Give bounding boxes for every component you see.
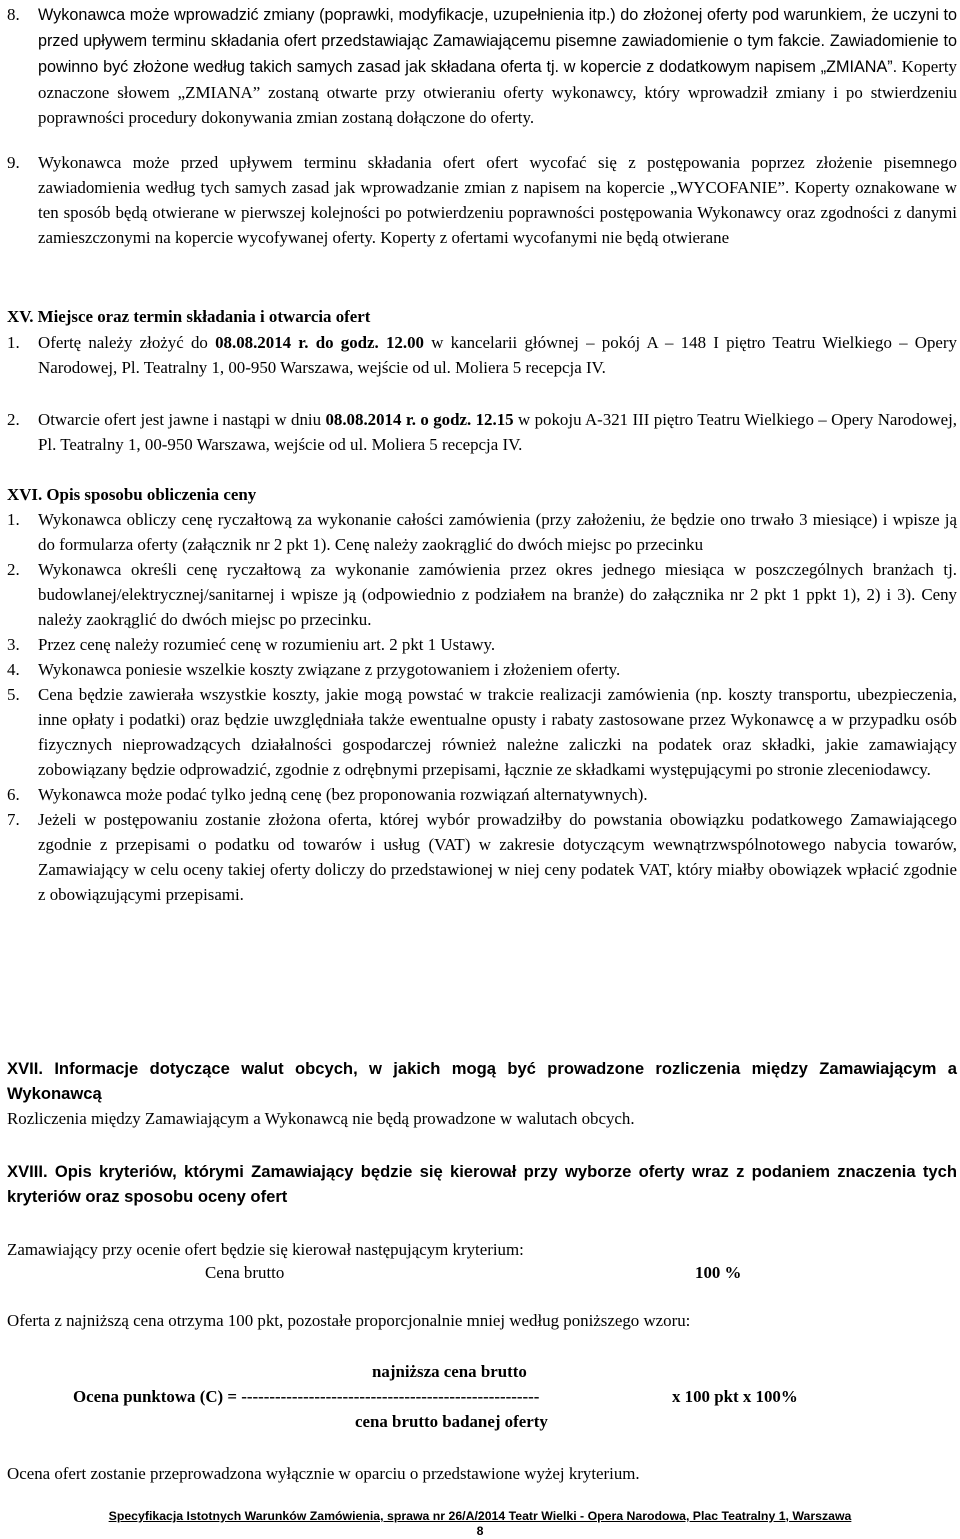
item-number: 7. bbox=[7, 810, 20, 829]
section-xvi-list bbox=[7, 507, 957, 907]
item-number: 1. bbox=[7, 333, 20, 352]
item-number: 3. bbox=[7, 635, 20, 654]
list-item bbox=[7, 807, 957, 907]
section-text: Rozliczenia między Zamawiającym a Wykonawcą nie będą prowadzone w walutach obcych. bbox=[7, 1109, 635, 1128]
section-xvi bbox=[7, 482, 957, 507]
criterion-name: Cena brutto bbox=[205, 1263, 285, 1282]
item-8-text-cont: Koperty oznaczone słowem „ZMIANA” zostaną otwarte przy otwieraniu oferty wykonawcy, który wprowadził zmiany i po stwierdzeniu poprawności procedury dokonywania zmian zostaną dołączone do oferty. bbox=[38, 57, 957, 127]
criteria-intro-text: Zamawiający przy ocenie ofert będzie się kierował następującym kryterium: bbox=[7, 1240, 524, 1259]
closing-statement bbox=[7, 1461, 957, 1486]
item-text: Wykonawca określi cenę ryczałtową za wykonanie zamówienia przez okres jednego miesiąca w poszczególnych branżach tj. budowlanej/elektrycznej/sanitarnej i wpisze ją (odpowiednio z podziałem na branże) do załącznika nr 2 pkt 1 ppkt 1), 2) i 3). Ceny należy zaokrąglić do dwóch miejsc po przecinku. bbox=[38, 560, 957, 629]
section-xv-item-2 bbox=[7, 407, 957, 457]
section-heading: XVII. Informacje dotyczące walut obcych, w jakich mogą być prowadzone rozliczenia między Zamawiającym a Wykonawcą bbox=[7, 1059, 957, 1103]
formula-numerator: najniższa cena brutto bbox=[372, 1362, 527, 1381]
section-heading: XVIII. Opis kryteriów, którymi Zamawiający będzie się kierował przy wyborze oferty wraz z podaniem znaczenia tych kryteriów oraz sposobu oceny ofert bbox=[7, 1162, 957, 1206]
item-number: 9. bbox=[7, 153, 20, 172]
item-text: Otwarcie ofert jest jawne i nastąpi w dniu bbox=[38, 410, 326, 429]
criteria-intro bbox=[7, 1237, 957, 1262]
item-number: 2. bbox=[7, 560, 20, 579]
item-text: Ofertę należy złożyć do bbox=[38, 333, 216, 352]
item-number: 2. bbox=[7, 410, 20, 429]
item-8-text: Wykonawca może wprowadzić zmiany (poprawki, modyfikacje, uzupełnienia itp.) do złożonej oferty pod warunkiem, że uczyni to przed upływem terminu składania ofert przedstawiając Zamawiającemu pisemne zawiadomienie o tym fakcie. Zawiadomienie to powinno być złożone według takich samych zasad jak składana oferta tj. w kopercie z dodatkowym napisem „ZMIANA”. bbox=[38, 6, 957, 76]
list-item bbox=[7, 557, 957, 632]
list-item bbox=[7, 682, 957, 782]
item-number: 1. bbox=[7, 510, 20, 529]
criterion-weight: 100 % bbox=[695, 1263, 742, 1282]
section-xviii bbox=[7, 1159, 957, 1209]
item-9 bbox=[7, 150, 957, 250]
item-text: Jeżeli w postępowaniu zostanie złożona oferta, której wybór prowadziłby do powstania obowiązku podatkowego Zamawiającego zgodnie z przepisami o podatku od towarów i usług (VAT) w zakresie dotyczącym wewnątrzwspólnotowego nabycia towarów, Zamawiający w celu oceny takiej oferty doliczy do przedstawionej w niej ceny podatek VAT, który miałby obowiązek wpłacić zgodnie z obowiązującymi przepisami. bbox=[38, 810, 957, 904]
list-item bbox=[7, 632, 957, 657]
item-text: Przez cenę należy rozumieć cenę w rozumieniu art. 2 pkt 1 Ustawy. bbox=[38, 635, 496, 654]
item-number: 5. bbox=[7, 685, 20, 704]
item-text: Wykonawca obliczy cenę ryczałtową za wykonanie całości zamówienia (przy założeniu, że będzie ono trwało 3 miesiące) i wpisze ją do formularza oferty (załącznik nr 2 pkt 1). Cenę należy zaokrąglić do dwóch miejsc po przecinku bbox=[38, 510, 957, 554]
section-heading: XVI. Opis sposobu obliczenia ceny bbox=[7, 485, 257, 504]
item-9-text: Wykonawca może przed upływem terminu składania ofert ofert wycofać się z postępowania poprzez złożenie pisemnego zawiadomienia według tych samych zasad jak wprowadzanie zmian z napisem na kopercie „WYCOFANIE”. Koperty oznakowane w ten sposób będą otwierane w pierwszej kolejności po potwierdzeniu poprawności postępowania Wykonawcy oraz zgodności z danymi zamieszczonymi na kopercie wycofywanej oferty. Koperty z ofertami wycofanymi nie będą otwierane bbox=[38, 153, 957, 247]
list-item bbox=[7, 782, 957, 807]
page-footer bbox=[0, 1509, 960, 1539]
item-text: Wykonawca poniesie wszelkie koszty związane z przygotowaniem i złożeniem oferty. bbox=[38, 660, 621, 679]
item-8 bbox=[7, 2, 957, 130]
scoring-text: Oferta z najniższą cena otrzyma 100 pkt, pozostałe proporcjonalnie mniej według poniższego wzoru: bbox=[7, 1311, 691, 1330]
section-heading: XV. Miejsce oraz termin składania i otwarcia ofert bbox=[7, 307, 371, 326]
formula-multiplier: x 100 pkt x 100% bbox=[672, 1387, 798, 1406]
formula-label: Ocena punktowa (C) = ----------------------------------------------------- bbox=[73, 1387, 540, 1406]
section-xv-item-1 bbox=[7, 330, 957, 380]
item-text-cont: w kancelarii głównej – pokój A – 148 I piętro Teatru Wielkiego – Opery Narodowej, Pl. Teatralny 1, 00-950 Warszawa, wejście od ul. Moliera 5 recepcja IV. bbox=[38, 333, 957, 377]
opening-date: 08.08.2014 r. o godz. 12.15 bbox=[325, 410, 514, 429]
item-text: Wykonawca może podać tylko jedną cenę (bez proponowania rozwiązań alternatywnych). bbox=[38, 785, 648, 804]
item-number: 4. bbox=[7, 660, 20, 679]
list-item bbox=[7, 507, 957, 557]
section-xvii bbox=[7, 1056, 957, 1131]
footer-text: Specyfikacja Istotnych Warunków Zamówienia, sprawa nr 26/A/2014 Teatr Wielki - Opera Narodowa, Plac Teatralny 1, Warszawa bbox=[108, 1509, 852, 1523]
item-text-cont: w pokoju A-321 III piętro Teatru Wielkiego – Opery Narodowej, Pl. Teatralny 1, 00-950 Warszawa, wejście od ul. Moliera 5 recepcja IV. bbox=[38, 410, 957, 454]
section-xv bbox=[7, 304, 957, 329]
scoring-description bbox=[7, 1308, 957, 1333]
item-number: 6. bbox=[7, 785, 20, 804]
page-number: 8 bbox=[476, 1524, 484, 1538]
closing-text: Ocena ofert zostanie przeprowadzona wyłącznie w oparciu o przedstawione wyżej kryterium. bbox=[7, 1464, 640, 1483]
list-item bbox=[7, 657, 957, 682]
item-text: Cena będzie zawierała wszystkie koszty, jakie mogą powstać w trakcie realizacji zamówienia (np. koszty transportu, ubezpieczenia, inne opłaty i podatki) oraz będzie uwzględniała także ewentualne opusty i rabaty zastosowane przez Wykonawcę a w przypadku osób fizycznych nieprowadzących działalności gospodarczej również należne zaliczki na podatek oraz składki, jakie zamawiający zobowiązany będzie odprowadzić, zgodnie z odrębnymi przepisami, łącznie ze składkami występującymi po stronie zleceniodawcy. bbox=[38, 685, 957, 779]
deadline-date: 08.08.2014 r. do godz. 12.00 bbox=[215, 333, 424, 352]
item-number: 8. bbox=[7, 5, 20, 24]
formula-denominator: cena brutto badanej oferty bbox=[355, 1412, 548, 1431]
